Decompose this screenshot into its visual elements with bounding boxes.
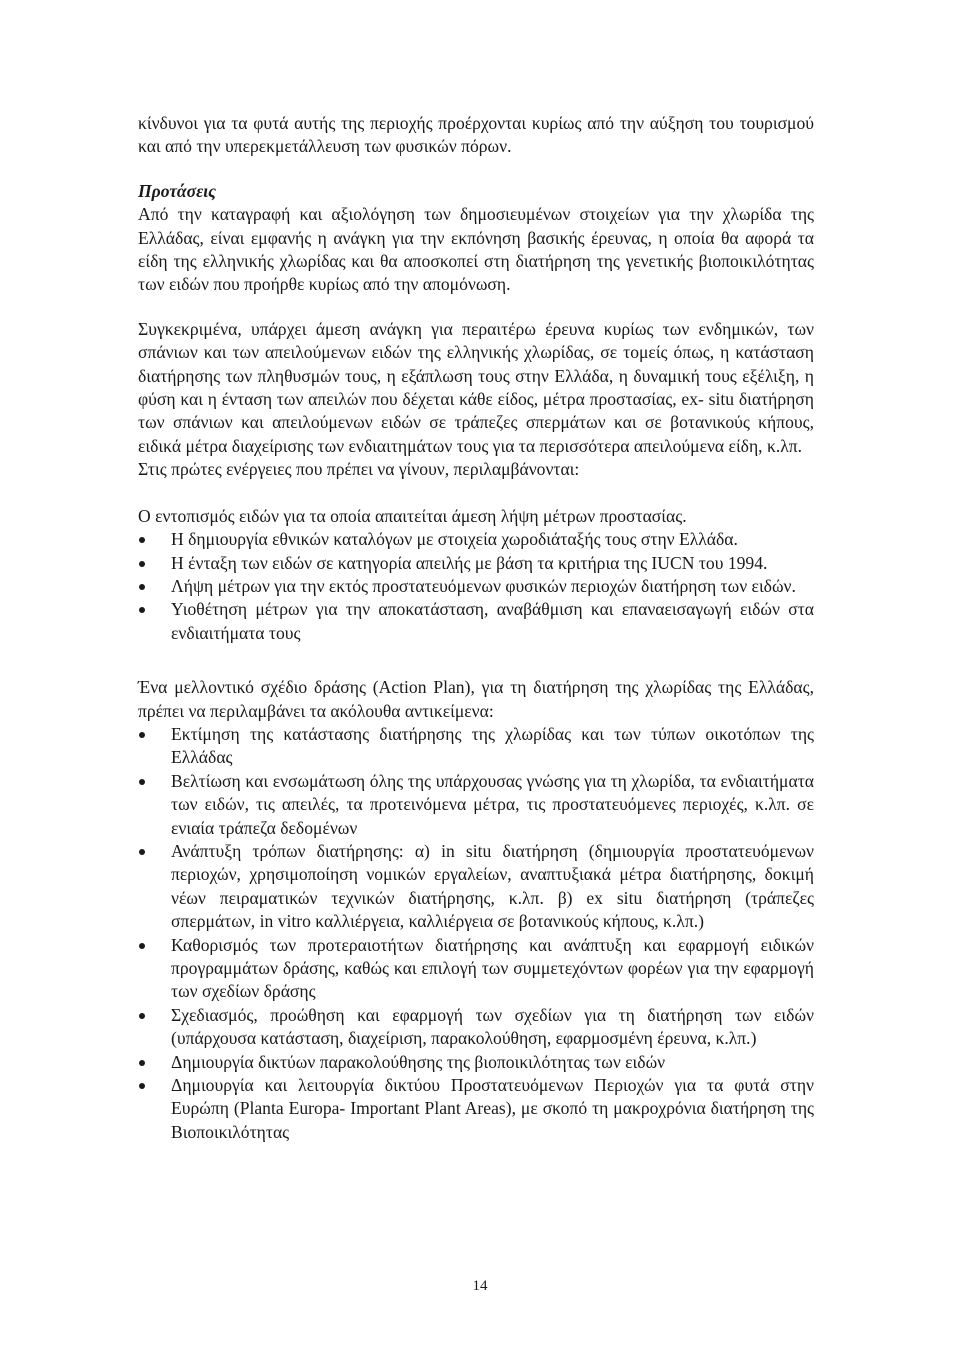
list-item xyxy=(138,552,814,575)
list-item-text: Σχεδιασμός, προώθηση και εφαρμογή των σχεδίων για τη διατήρηση των ειδών (υπάρχουσα κατάσταση, διαχείριση, παρακολούθηση, εφαρμοσμένη έρευνα, κ.λπ.) xyxy=(171,1004,814,1049)
action-plan-list xyxy=(138,723,814,1144)
list-item-text: Δημιουργία και λειτουργία δικτύου Προστατευόμενων Περιοχών για τα φυτά στην Ευρώπη (Planta Europa- Important Plant Areas), με σκοπό τη μακροχρόνια διατήρηση της Βιοποικιλότητας xyxy=(171,1075,814,1142)
section-heading: Προτάσεις xyxy=(138,180,217,201)
bullet-icon xyxy=(139,537,145,543)
bullet-icon xyxy=(139,1013,145,1019)
list-item-text: Καθορισμός των προτεραιοτήτων διατήρησης και ανάπτυξη και εφαρμογή ειδικών προγραμμάτων δράσης, καθώς και επιλογή των συμμετεχόντων φορέων για την εφαρμογή των σχεδίων δράσης xyxy=(171,934,814,1002)
list-item-text: Βελτίωση και ενσωμάτωση όλης της υπάρχουσας γνώσης για τη χλωρίδα, τα ενδιαιτήματα των ειδών, τις απειλές, τα προτεινόμενα μέτρα, τις προστατευόμενες περιοχές, κ.λπ. σε ενιαία τράπεζα δεδομένων xyxy=(171,770,814,838)
research-needs-paragraph: Συγκεκριμένα, υπάρχει άμεση ανάγκη για περαιτέρω έρευνα κυρίως των ενδημικών, των σπάνιων και των απειλούμενων ειδών της ελληνικής χλωρίδας, σε τομείς όπως, η κατάσταση διατήρησης των πληθυσμών τους, η εξάπλωση τους στην Ελλάδα, η δυναμική τους εξέλιξη, η φύση και η ένταση των απειλών που δέχεται κάθε είδος, μέτρα προστασίας, ex- situ διατήρηση των σπάνιων και απειλούμενων ειδών σε τράπεζες σπερμάτων και σε βοτανικούς κήπους, ειδικά μέτρα διαχείρισης των ενδιαιτημάτων τους για τα περισσότερα απειλούμενα είδη, κ.λπ. xyxy=(138,318,814,456)
intro-paragraph: κίνδυνοι για τα φυτά αυτής της περιοχής προέρχονται κυρίως από την αύξηση του τουρισμού και από την υπερεκμετάλλευση των φυσικών πόρων. xyxy=(138,113,814,157)
list-item-text: Η ένταξη των ειδών σε κατηγορία απειλής με βάση τα κριτήρια της IUCN του 1994. xyxy=(171,552,768,573)
bullet-icon xyxy=(139,607,145,613)
list-item xyxy=(138,598,814,645)
list-item xyxy=(138,770,814,840)
bullet-icon xyxy=(139,1083,145,1089)
page-number: 14 xyxy=(472,1278,488,1294)
list-item-text: Εκτίμηση της κατάστασης διατήρησης της χλωρίδας και των τύπων οικοτόπων της Ελλάδας xyxy=(171,723,814,768)
list-item xyxy=(138,723,814,770)
list-item-text: Λήψη μέτρων για την εκτός προστατευόμενων φυσικών περιοχών διατήρηση των ειδών. xyxy=(171,575,796,596)
list-item-text: Ανάπτυξη τρόπων διατήρησης: α) in situ διατήρηση (δημιουργία προστατευόμενων περιοχών, χρησιμοποίηση νομικών εργαλείων, αναπτυξιακά μέτρα διατήρησης, δοκιμή νέων πειραματικών τεχνικών διατήρησης, κ.λπ. β) ex situ διατήρηση (τράπεζες σπερμάτων, in vitro καλλιέργεια, καλλιέργεια σε βοτανικούς κήπους, κ.λπ.) xyxy=(171,840,814,932)
list-item xyxy=(138,840,814,934)
list-item xyxy=(138,1051,814,1074)
bullet-icon xyxy=(139,584,145,590)
bullet-icon xyxy=(139,732,145,738)
proposals-paragraph: Από την καταγραφή και αξιολόγηση των δημοσιευμένων στοιχείων για την χλωρίδα της Ελλάδας, είναι εμφανής η ανάγκη για την εκπόνηση βασικής έρευνας, η οποία θα αφορά τα είδη της ελληνικής χλωρίδας και θα αποσκοπεί στη διατήρηση της γενετικής βιοποικιλότητας των ειδών που προήρθε κυρίως από την απομόνωση. xyxy=(138,204,814,295)
bullet-icon xyxy=(139,561,145,567)
list-item-text: Δημιουργία δικτύων παρακολούθησης της βιοποικιλότητας των ειδών xyxy=(171,1051,666,1072)
list-item-text: Η δημιουργία εθνικών καταλόγων με στοιχεία χωροδιάταξής τους στην Ελλάδα. xyxy=(171,529,738,550)
list-item xyxy=(138,1074,814,1144)
first-actions-list xyxy=(138,528,814,645)
bullet-icon xyxy=(139,943,145,949)
list-item xyxy=(138,1004,814,1051)
list-item xyxy=(138,934,814,1004)
list-item xyxy=(138,528,814,551)
first-actions-lead: Ο εντοπισμός ειδών για τα οποία απαιτείται άμεση λήψη μέτρων προστασίας. xyxy=(138,505,687,526)
action-plan-intro: Ένα μελλοντικό σχέδιο δράσης (Action Plan), για τη διατήρηση της χλωρίδας της Ελλάδας, πρέπει να περιλαμβάνει τα ακόλουθα αντικείμενα: xyxy=(138,677,814,721)
list-item-text: Υιοθέτηση μέτρων για την αποκατάσταση, αναβάθμιση και επαναεισαγωγή ειδών στα ενδιαιτήματα τους xyxy=(171,599,814,643)
list-item xyxy=(138,575,814,598)
first-actions-intro: Στις πρώτες ενέργειες που πρέπει να γίνουν, περιλαμβάνονται: xyxy=(138,459,580,480)
document-page xyxy=(138,112,814,1144)
bullet-icon xyxy=(139,849,145,855)
bullet-icon xyxy=(139,779,145,785)
bullet-icon xyxy=(139,1060,145,1066)
